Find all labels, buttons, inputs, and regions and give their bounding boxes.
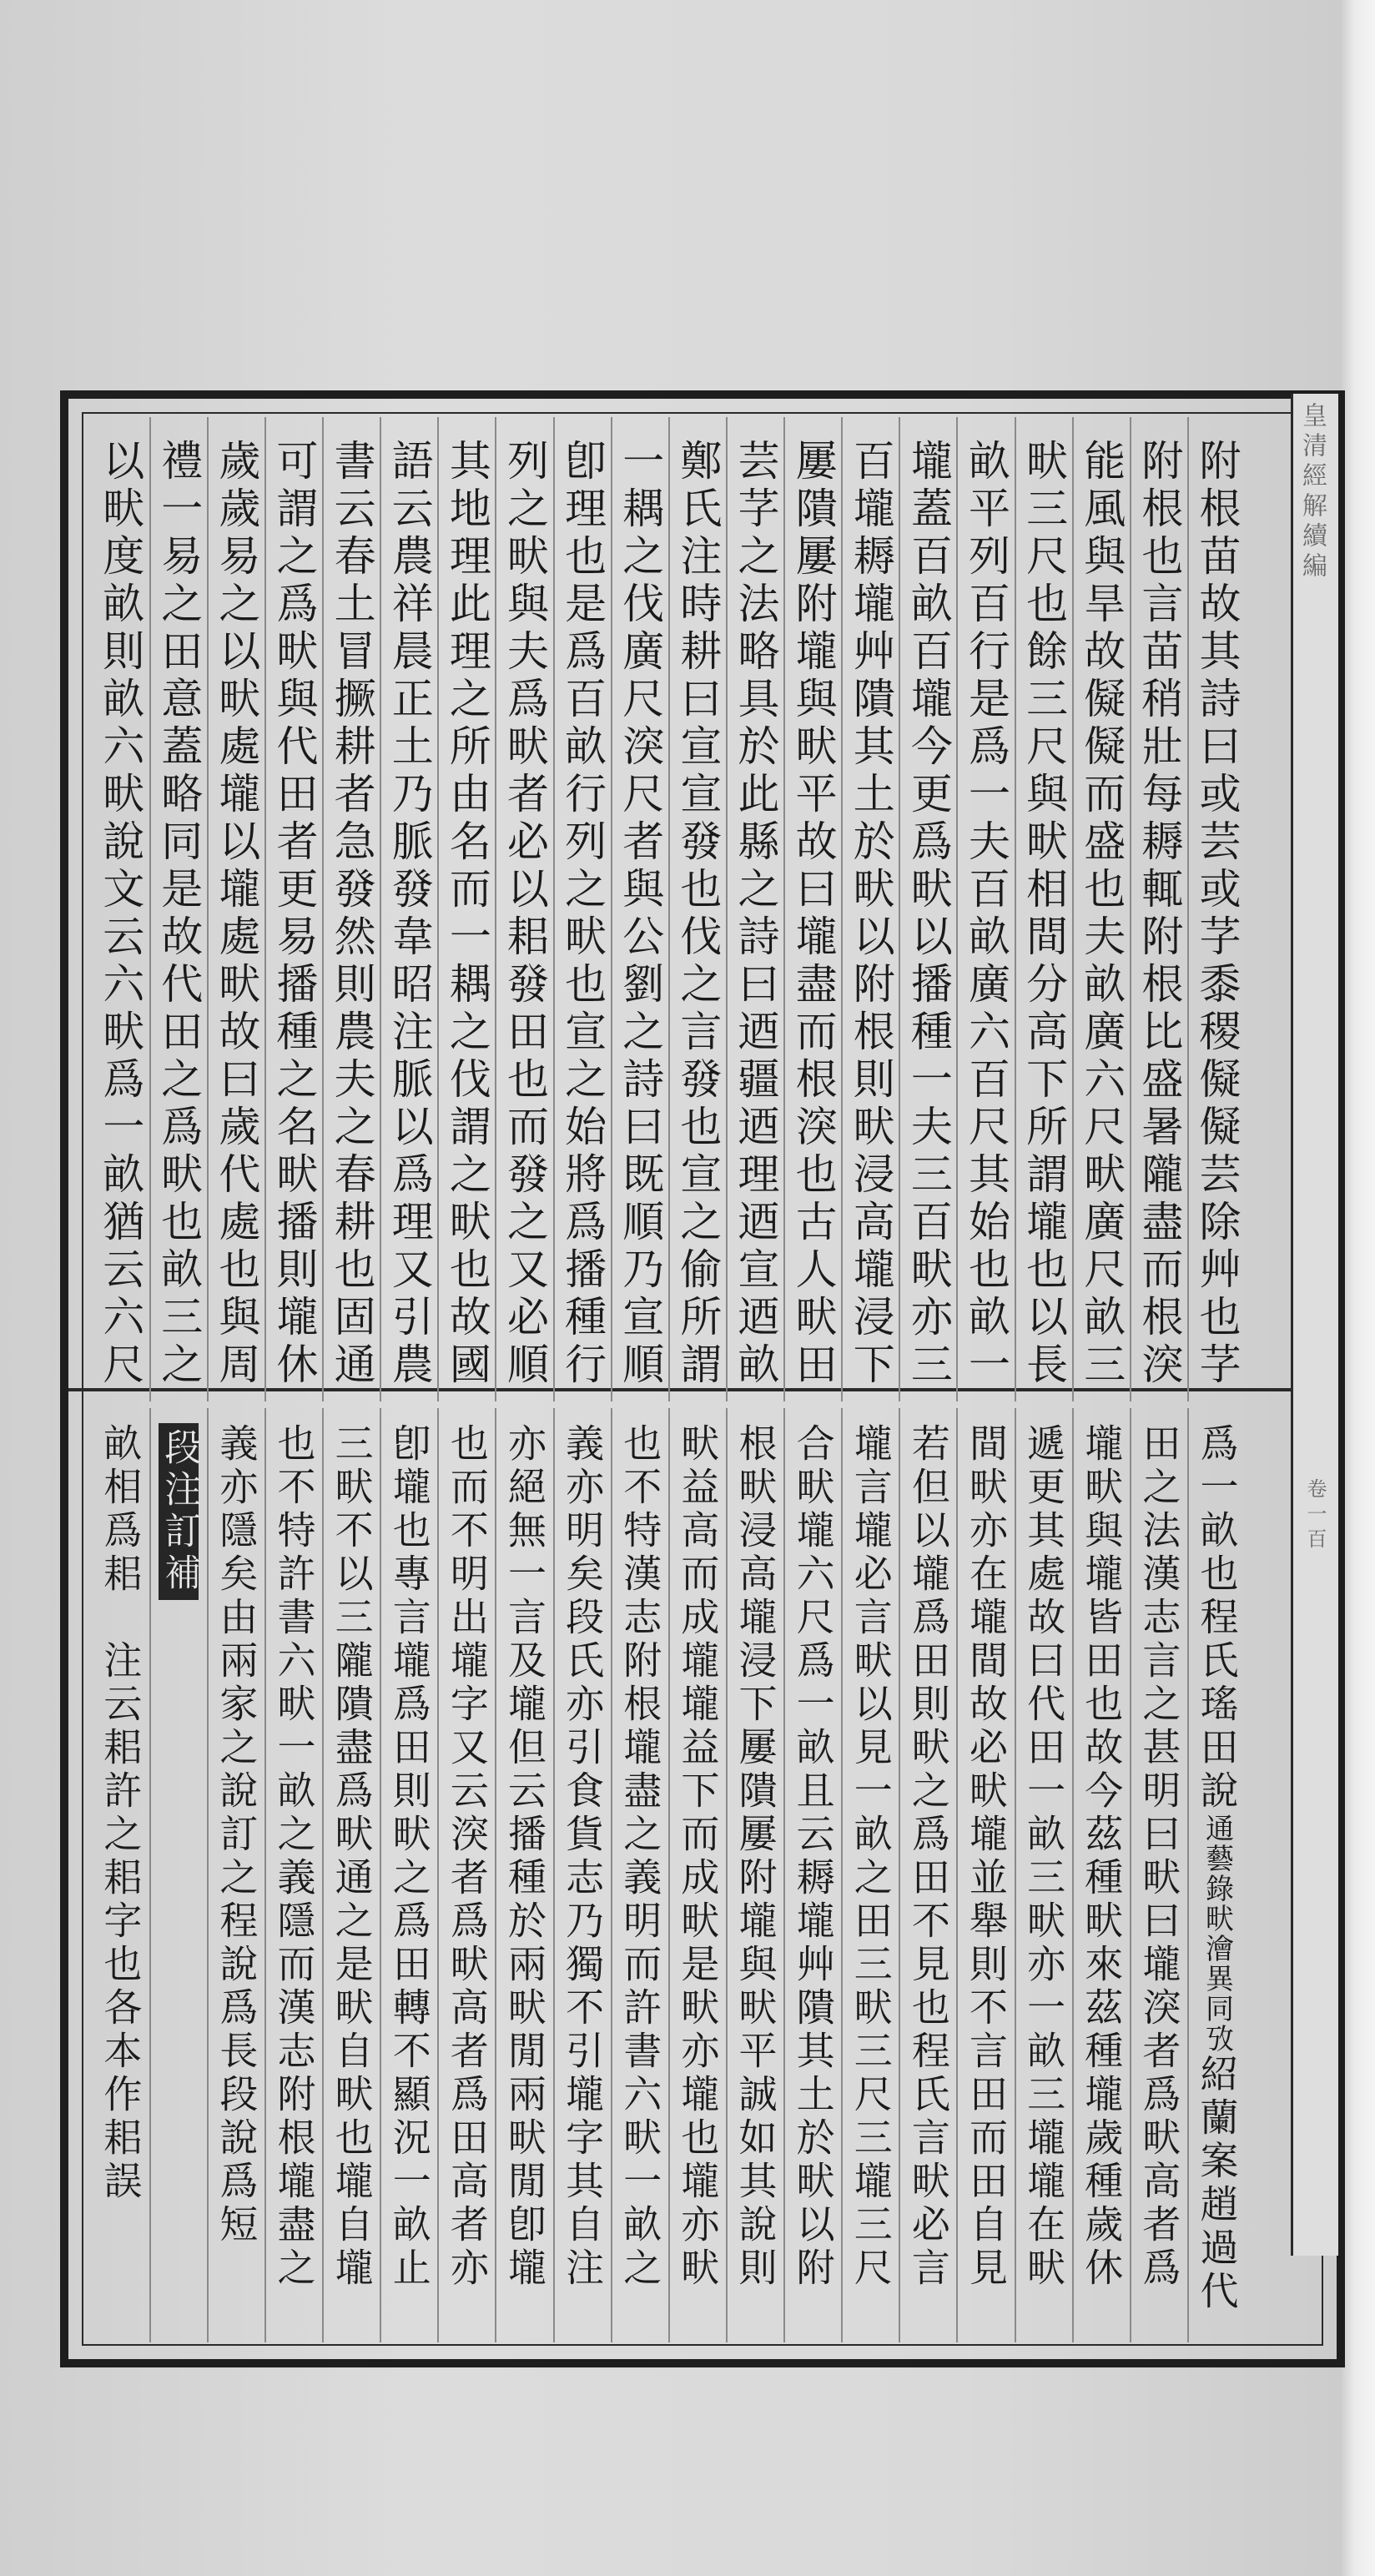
column-text: 以畎度畝則畝六畎說文云六畎爲一畝猶云六尺 — [96, 439, 145, 1390]
source-note: 通藝錄畎澮異同攷 — [1200, 1814, 1234, 2054]
column-text: 遞更其處故曰代田一畝三畎亦一畝三壠壠在畎 — [1021, 1423, 1067, 2291]
column-text: 書云春土冒撅耕者急發然則農夫之春耕也固通 — [327, 439, 376, 1390]
column-text: 畎益高而成壠壠益下而成畎是畎亦壠也壠亦畎 — [675, 1423, 721, 2291]
column-text: 芸芓之法略具於此縣之詩曰迺疆迺理迺宣迺畝 — [731, 439, 780, 1390]
column-text: 義亦隱矣由兩家之說訂之程說爲長段說爲短 — [214, 1423, 259, 2247]
column-text: 可謂之爲畎與代田者更易播種之名畎播則壠休 — [269, 439, 319, 1390]
text-column — [611, 417, 668, 1401]
column-text: 壠言壠必言畎以見一畝之田三畎三尺三壠三尺 — [848, 1423, 894, 2291]
text-column — [841, 417, 899, 1401]
column-text: 也不特漢志附根壠盡之義明而許書六畎一畝之 — [617, 1423, 663, 2291]
text-column — [783, 1408, 841, 2342]
margin-strip — [1291, 394, 1338, 2256]
section-badge: 段注訂補 — [159, 1423, 199, 1600]
column-text: 根畎浸高壠浸下屢隤屢附壠與畎平誠如其說則 — [733, 1423, 778, 2291]
text-column — [1072, 417, 1130, 1401]
column-text: 屢隤屢附壠與畎平故曰壠盡而根湥也古人畎田 — [788, 439, 838, 1390]
column-text: 壠畎與壠皆田也故今茲種畎來茲種壠歲種歲休 — [1079, 1423, 1125, 2291]
text-column — [264, 417, 322, 1401]
column-text: 其地理此理之所由名而一耦之伐謂之畎也故國 — [442, 439, 491, 1390]
margin-title: 皇清經解續編 — [1297, 402, 1327, 582]
lower-text-block — [92, 1408, 1245, 2342]
column-text: 義亦明矣段氏亦引食貨志乃獨不引壠字其自注 — [560, 1423, 606, 2291]
column-text: 畝相爲耜 注云耜許之耜字也各本作耜誤 — [98, 1423, 144, 2204]
text-column — [726, 1408, 783, 2342]
column-text: 能風與旱故儗儗而盛也夫畝廣六尺畎廣尺畝三 — [1077, 439, 1126, 1390]
column-text: 語云農祥晨正土乃脈發韋昭注脈以爲理又引農 — [385, 439, 434, 1390]
text-column — [1015, 417, 1072, 1401]
column-text: 三畎不以三隴隤盡爲畎通之是畎自畎也壠自壠 — [329, 1423, 375, 2291]
column-text: 列之畎與夫爲畎者必以耜發田也而發之又必順 — [500, 439, 549, 1390]
column-tail-text: 紹蘭案趙過代 — [1194, 2054, 1240, 2314]
text-column — [899, 417, 956, 1401]
text-column — [207, 1408, 264, 2342]
column-text: 鄭氏注時耕曰宣宣發也伐之言發也宣之偷所謂 — [673, 439, 723, 1390]
text-column — [611, 1408, 668, 2342]
margin-page-number: 卷一百 — [1303, 1478, 1327, 1553]
column-text: 百壠耨壠艸隤其土於畎以附根則畎浸高壠浸下 — [846, 439, 895, 1390]
column-text: 若但以壠爲田則畎之爲田不見也程氏言畎必言 — [905, 1423, 951, 2291]
text-column — [92, 1408, 149, 2342]
page-edge-shadow — [1342, 0, 1375, 2576]
text-column — [1187, 417, 1245, 1401]
column-text: 也不特許書六畎一畝之義隱而漢志附根壠盡之 — [271, 1423, 317, 2291]
text-column — [149, 417, 207, 1401]
text-column — [149, 1408, 207, 2342]
text-column — [380, 1408, 437, 2342]
text-column — [668, 417, 726, 1401]
column-text: 合畎壠六尺爲一畝且云耨壠艸隤其土於畎以附 — [790, 1423, 836, 2291]
column-text — [1194, 1423, 1240, 2314]
column-text: 卽理也是爲百畝行列之畎也宣之始將爲播種行 — [558, 439, 607, 1390]
column-text: 附根也言苗稍壯每耨輒附根比盛暑隴盡而根湥 — [1135, 439, 1184, 1390]
column-text: 亦絕無一言及壠但云播種於兩畎閒兩畎閒卽壠 — [501, 1423, 547, 2291]
column-text: 壠蓋百畝百壠今更爲畎以播種一夫三百畎亦三 — [904, 439, 953, 1390]
column-text: 一耦之伐廣尺湥尺者與公劉之詩曰既順乃宣順 — [616, 439, 665, 1390]
text-column — [1072, 1408, 1130, 2342]
text-column — [437, 417, 495, 1401]
text-column — [668, 1408, 726, 2342]
column-text: 畎三尺也餘三尺與畎相間分高下所謂壠也以長 — [1020, 439, 1069, 1390]
text-column — [495, 417, 552, 1401]
text-column — [1130, 417, 1187, 1401]
column-text: 也而不明出壠字又云湥者爲畎高者爲田高者亦 — [444, 1423, 490, 2291]
column-text: 間畎亦在壠間故必畎壠並舉則不言田而田自見 — [963, 1423, 1009, 2291]
column-text: 畝平列百行是爲一夫百畝廣六百尺其始也畝一 — [961, 439, 1010, 1390]
column-text: 歲歲易之以畎處壠以壠處畎故曰歲代處也與周 — [212, 439, 261, 1390]
text-column — [1187, 1408, 1245, 2342]
text-column — [380, 417, 437, 1401]
upper-text-block — [92, 417, 1245, 1401]
column-main-text: 爲一畝也程氏瑤田說 — [1194, 1423, 1240, 1814]
text-column — [553, 417, 611, 1401]
text-column — [1130, 1408, 1187, 2342]
text-column — [956, 417, 1014, 1401]
column-text: 附根苗故其詩曰或芸或芓黍稷儗儗芸除艸也芓 — [1192, 439, 1242, 1390]
text-column — [264, 1408, 322, 2342]
text-column — [207, 417, 264, 1401]
text-column — [322, 417, 380, 1401]
text-column — [841, 1408, 899, 2342]
column-text: 田之法漢志言之甚明曰畎曰壠湥者爲畎高者爲 — [1136, 1423, 1182, 2291]
column-text — [159, 1423, 199, 1608]
text-column — [495, 1408, 552, 2342]
text-column — [1015, 1408, 1072, 2342]
text-column — [899, 1408, 956, 2342]
column-text: 禮一易之田意蓋略同是故代田之爲畎也畝三之 — [154, 439, 204, 1390]
text-column — [92, 417, 149, 1401]
text-column — [553, 1408, 611, 2342]
text-column — [322, 1408, 380, 2342]
text-column — [726, 417, 783, 1401]
column-text: 卽壠也專言壠爲田則畎之爲田轉不顯況一畝止 — [386, 1423, 432, 2291]
text-column — [956, 1408, 1014, 2342]
text-column — [783, 417, 841, 1401]
text-column — [437, 1408, 495, 2342]
